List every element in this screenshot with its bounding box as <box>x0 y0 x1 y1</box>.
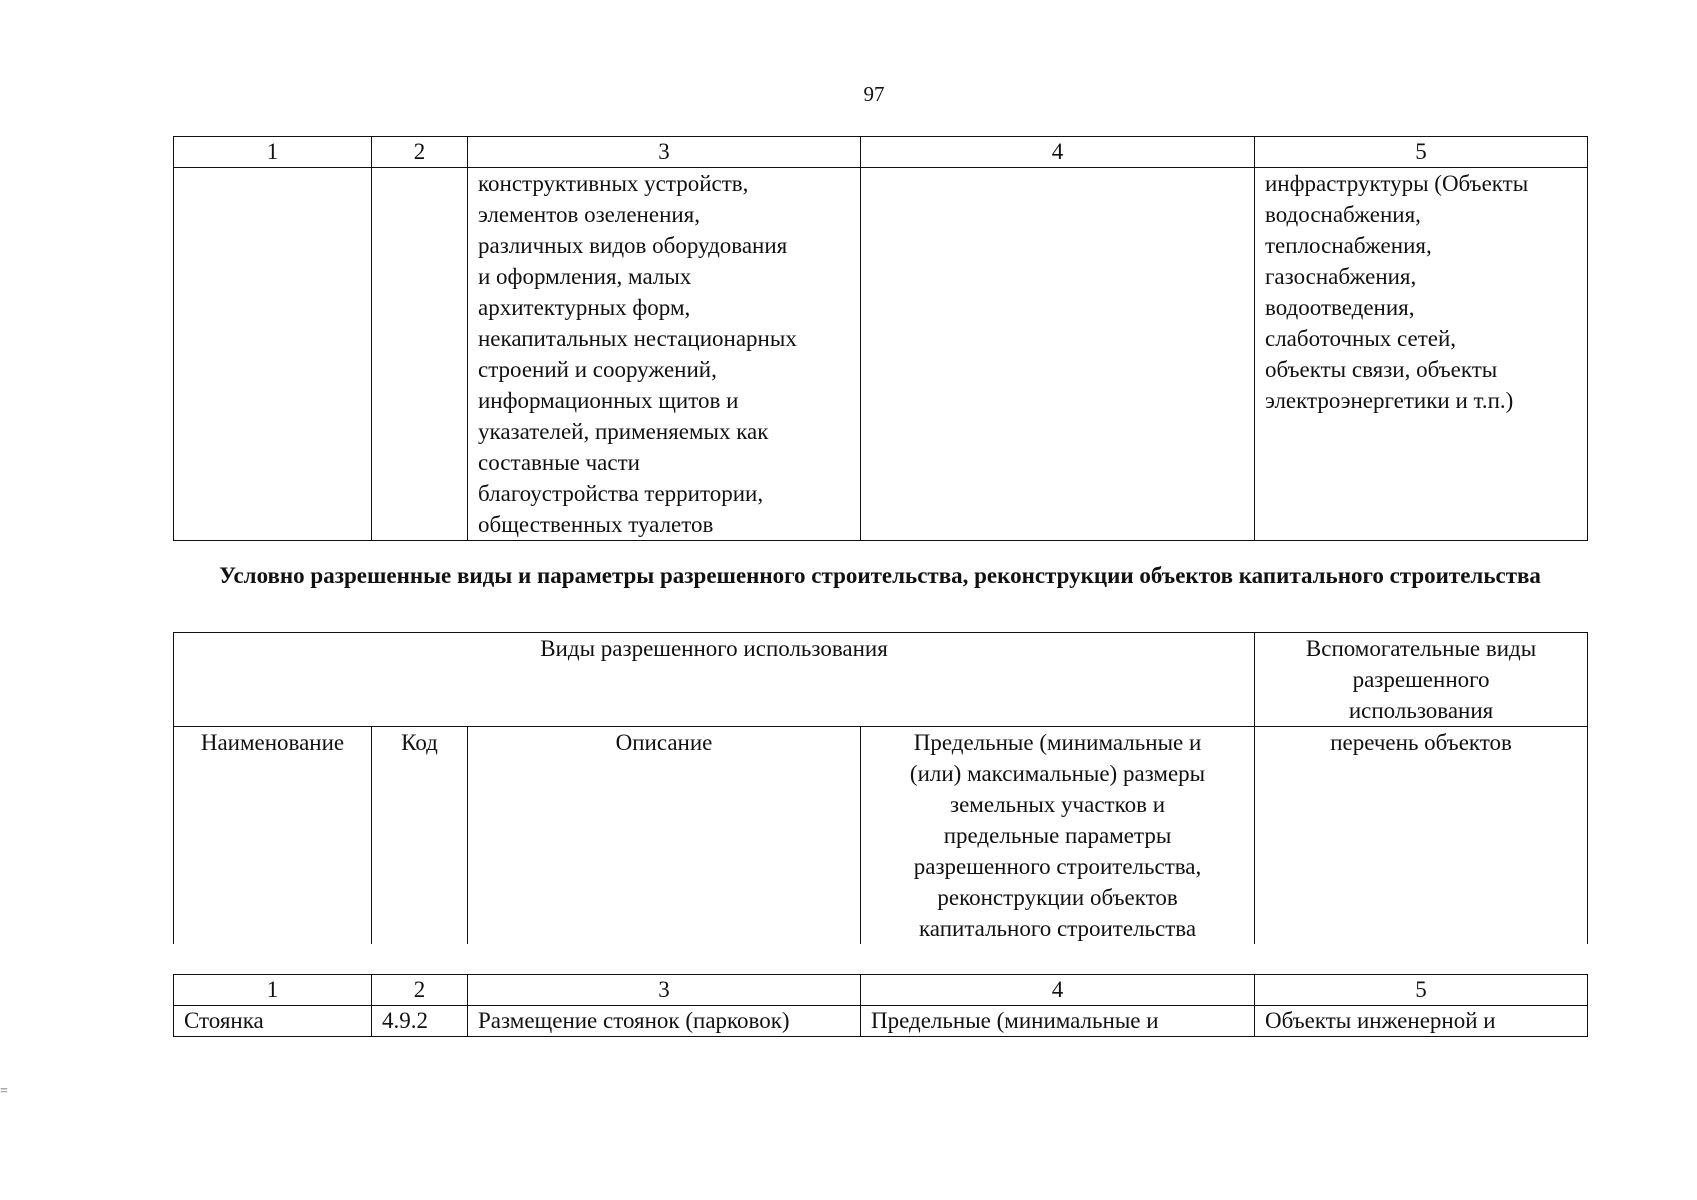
cell-name: Стоянка <box>174 1006 372 1037</box>
column-number-1: 1 <box>174 137 372 168</box>
column-header-row <box>174 727 1588 945</box>
conditional-uses-table <box>173 974 1588 1037</box>
column-number-4: 4 <box>861 975 1255 1006</box>
column-number-3: 3 <box>468 137 861 168</box>
header-name: Наименование <box>174 727 372 945</box>
group-header-auxiliary: Вспомогательные виды разрешенного использования <box>1255 633 1588 727</box>
column-number-row <box>174 975 1588 1006</box>
page-number: 97 <box>863 82 885 106</box>
cell-limits <box>861 168 1255 541</box>
cell-name <box>174 168 372 541</box>
cell-auxiliary-objects: инфраструктуры (Объекты водоснабжения, теплоснабжения, газоснабжения, водоотведения, слаботочных сетей, объекты связи, объекты электроэнергетики и т.п.) <box>1255 168 1588 541</box>
continuation-table <box>173 136 1588 541</box>
group-header-main: Виды разрешенного использования <box>174 633 1255 727</box>
column-number-5: 5 <box>1255 975 1588 1006</box>
cell-description: Размещение стоянок (парковок) <box>468 1006 861 1037</box>
column-number-4: 4 <box>861 137 1255 168</box>
margin-mark: = <box>0 1084 8 1099</box>
conditional-uses-header-table <box>173 632 1588 944</box>
column-number-1: 1 <box>174 975 372 1006</box>
header-auxiliary-list: перечень объектов <box>1255 727 1588 945</box>
group-header-row <box>174 633 1588 727</box>
header-limits: Предельные (минимальные и (или) максимальные) размеры земельных участков и предельные параметры разрешенного строительства, реконструкции объектов капитального строительства <box>861 727 1255 945</box>
column-number-row <box>174 137 1588 168</box>
section-title: Условно разрешенные виды и параметры разрешенного строительства, реконструкции объектов капитального строительства <box>219 563 1541 588</box>
cell-code: 4.9.2 <box>372 1006 468 1037</box>
column-number-5: 5 <box>1255 137 1588 168</box>
table-row <box>174 168 1588 541</box>
column-number-2: 2 <box>372 975 468 1006</box>
header-code: Код <box>372 727 468 945</box>
cell-code <box>372 168 468 541</box>
cell-description: конструктивных устройств, элементов озеленения, различных видов оборудования и оформления, малых архитектурных форм, некапитальных нестационарных строений и сооружений, информационных щитов и указателей, применяемых как составные части благоустройства территории, общественных туалетов <box>468 168 861 541</box>
cell-limits: Предельные (минимальные и <box>861 1006 1255 1037</box>
cell-auxiliary-objects: Объекты инженерной и <box>1255 1006 1588 1037</box>
column-number-2: 2 <box>372 137 468 168</box>
header-description: Описание <box>468 727 861 945</box>
column-number-3: 3 <box>468 975 861 1006</box>
table-row <box>174 1006 1588 1037</box>
